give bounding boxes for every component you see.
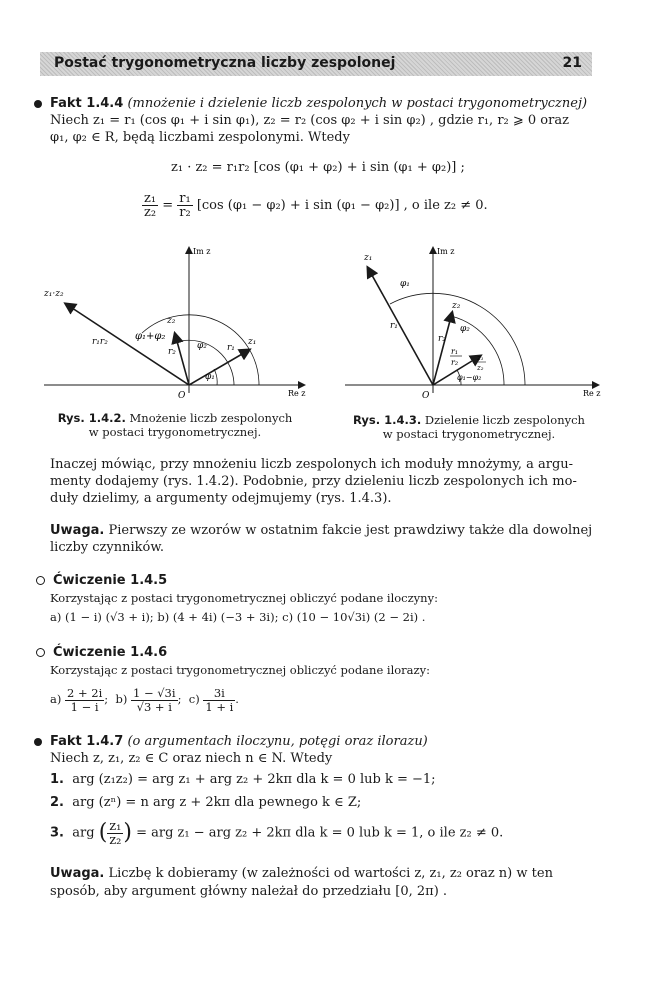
item3-den: z₂	[109, 832, 122, 848]
label-re: Re z	[288, 389, 306, 398]
label-zfrac-den: z₂	[477, 364, 484, 372]
label-phi1-2: φ₁	[400, 279, 410, 289]
label-r1: r₁	[227, 343, 235, 353]
item1-number: 1.	[50, 772, 64, 787]
label-phidiff: φ₁−φ₂	[457, 373, 482, 382]
fakt-147-item1	[50, 772, 436, 788]
label-r1-2: r₁	[390, 321, 398, 331]
uwaga2-line2: sposób, aby argument główny należał do przedziału [0, 2π) .	[50, 884, 448, 899]
cw145-label: Ćwiczenie 1.4.5	[53, 573, 168, 588]
item1-text: arg (z₁z₂) = arg z₁ + arg z₂ + 2kπ dla k = 0 lub k = −1;	[72, 772, 436, 787]
cw146-c-num: 3i	[203, 687, 235, 701]
uwaga1-line1	[50, 523, 592, 539]
fig1-caption1: Mnożenie liczb zespolonych	[129, 411, 293, 425]
uwaga2-line1	[50, 866, 553, 882]
fakt-147-label: Fakt 1.4.7	[50, 734, 124, 749]
label-z1-2: z₁	[364, 253, 373, 263]
label-r1r2: r₁r₂	[92, 337, 108, 347]
label-zfrac-num: z₁	[477, 354, 484, 362]
cw145-items: a) (1 − i) (√3 + i); b) (4 + 4i) (−3 + 3i); c) (10 − 10√3i) (2 − 2i) .	[50, 610, 426, 624]
fakt-144-heading	[34, 96, 587, 112]
eq2-rest: [cos (φ₁ − φ₂) + i sin (φ₁ − φ₂)] , o ile z₂ ≠ 0.	[196, 198, 488, 213]
label-z2: z₂	[167, 316, 176, 326]
eq2-r-num: r₁	[179, 191, 191, 206]
page-number: 21	[562, 55, 582, 71]
label-im: Im z	[193, 247, 211, 256]
label-phisum: φ₁+φ₂	[135, 331, 166, 342]
label-rfrac-num: r₁	[451, 347, 459, 356]
end: .	[235, 692, 239, 706]
para1-line3: duły dzielimy, a argumenty odejmujemy (rys. 1.4.3).	[50, 491, 392, 506]
caption-fig1	[50, 411, 300, 439]
label-origin-2: O	[422, 391, 430, 401]
item3-num: z₁	[109, 818, 122, 834]
fig1-caption2: w postaci trygonometrycznej.	[88, 425, 262, 439]
header-title: Postać trygonometryczna liczby zespolonej	[54, 55, 396, 71]
label-z2-2: z₂	[452, 301, 461, 311]
label-phi2-2: φ₂	[460, 324, 470, 334]
cw146-b-den: √3 + i	[136, 699, 172, 714]
uwaga1-label: Uwaga.	[50, 523, 105, 538]
label-r2: r₂	[168, 347, 176, 357]
cw146-c-den: 1 + i	[205, 699, 234, 714]
fakt-144-line1: Niech z₁ = r₁ (cos φ₁ + i sin φ₁), z₂ = r₂ (cos φ₂ + i sin φ₂) , gdzie r₁, r₂ ⩾ 0 oraz	[50, 113, 569, 128]
bullet-icon	[34, 100, 42, 108]
cw146-instr: Korzystając z postaci trygonometrycznej obliczyć podane ilorazy:	[50, 663, 430, 677]
fakt-147-heading	[34, 734, 428, 750]
fakt-147-item3: 3. arg ( $\frac{\text{z₁}}{\text{z₂}}$ ) = arg z₁ − arg z₂ + 2kπ dla k = 0 lub k = 1, o ile z₂ ≠ 0.	[50, 818, 504, 848]
cw146-items	[50, 681, 239, 717]
item2-text: arg (zⁿ) = n arg z + 2kπ dla pewnego k ∈ Z;	[72, 795, 362, 810]
fakt-147-title: (o argumentach iloczynu, potęgi oraz ilorazu)	[127, 734, 428, 749]
label-im-2: Im z	[437, 247, 455, 256]
uwaga2-text1: Liczbę k dobieramy (w zależności od wartości z, z₁, z₂ oraz n) w ten	[108, 866, 553, 881]
item3-pre: arg	[72, 825, 95, 841]
cw146-heading	[36, 645, 167, 661]
fakt-144-label: Fakt 1.4.4	[50, 96, 124, 111]
para1-line2: menty dodajemy (rys. 1.4.2). Podobnie, przy dzieleniu liczb zespolonych ich mo-	[50, 474, 577, 489]
item3-post: = arg z₁ − arg z₂ + 2kπ dla k = 0 lub k = 1, o ile z₂ ≠ 0.	[136, 825, 504, 841]
fig1-caption-bold: Rys. 1.4.2.	[57, 411, 126, 425]
page-header	[40, 52, 592, 76]
label-r2-2: r₂	[438, 334, 446, 344]
label-re-2: Re z	[583, 389, 601, 398]
vector-z1	[189, 350, 249, 385]
label-z1z2: z₁·z₂	[44, 289, 64, 299]
uwaga1-text1: Pierwszy ze wzorów w ostatnim fakcie jest prawdziwy także dla dowolnej	[108, 523, 593, 538]
fakt-147-item2	[50, 795, 361, 811]
eq2-lhs-den: z₂	[144, 205, 157, 220]
cw146-a-label: a)	[50, 692, 62, 706]
cw145-heading	[36, 573, 167, 589]
eq2-r-den: r₂	[179, 205, 191, 220]
fakt-144-title: (mnożenie i dzielenie liczb zespolonych w postaci trygonometrycznej)	[127, 96, 588, 111]
cw146-b-num: 1 − √3i	[132, 685, 176, 700]
item2-number: 2.	[50, 795, 64, 810]
circle-bullet-icon	[36, 648, 45, 657]
fig2-caption-bold: Rys. 1.4.3.	[353, 413, 422, 427]
circle-bullet-icon	[36, 576, 45, 585]
label-phi1: φ₁	[205, 372, 215, 382]
figure-division	[340, 238, 608, 404]
label-origin: O	[178, 391, 186, 401]
uwaga1-line2: liczby czynników.	[50, 540, 165, 555]
label-rfrac-den: r₂	[451, 358, 459, 367]
fakt-144-line2: φ₁, φ₂ ∈ R, będą liczbami zespolonymi. Wtedy	[50, 130, 350, 145]
eq2-eq: =	[162, 198, 174, 213]
fig2-caption2: w postaci trygonometrycznej.	[382, 427, 556, 441]
figure-multiplication	[34, 238, 324, 404]
sep: ;	[177, 692, 182, 706]
fakt-147-intro: Niech z, z₁, z₂ ∈ C oraz niech n ∈ N. Wtedy	[50, 751, 333, 766]
cw146-c-label: c)	[188, 692, 200, 706]
item3-number: 3.	[50, 825, 64, 841]
uwaga2-label: Uwaga.	[50, 866, 105, 881]
fig2-caption1: Dzielenie liczb zespolonych	[424, 413, 585, 427]
caption-fig2	[344, 413, 594, 441]
sep: ;	[104, 692, 109, 706]
bullet-icon	[34, 738, 42, 746]
label-z1: z₁	[248, 337, 257, 347]
cw145-instr: Korzystając z postaci trygonometrycznej obliczyć podane iloczyny:	[50, 591, 438, 605]
eq2-lhs-num: z₁	[144, 191, 157, 206]
cw146-b-label: b)	[115, 692, 128, 706]
cw146-a-den: 1 − i	[70, 699, 99, 714]
cw146-a-num: 2 + 2i	[67, 685, 103, 700]
cw146-label: Ćwiczenie 1.4.6	[53, 645, 168, 660]
fakt-144-eq1: z₁ · z₂ = r₁r₂ [cos (φ₁ + φ₂) + i sin (φ₁ + φ₂)] ;	[171, 160, 465, 175]
para1-line1: Inaczej mówiąc, przy mnożeniu liczb zespolonych ich moduły mnożymy, a argu-	[50, 457, 574, 472]
fakt-144-eq2	[142, 188, 488, 224]
label-phi2: φ₂	[197, 341, 207, 351]
